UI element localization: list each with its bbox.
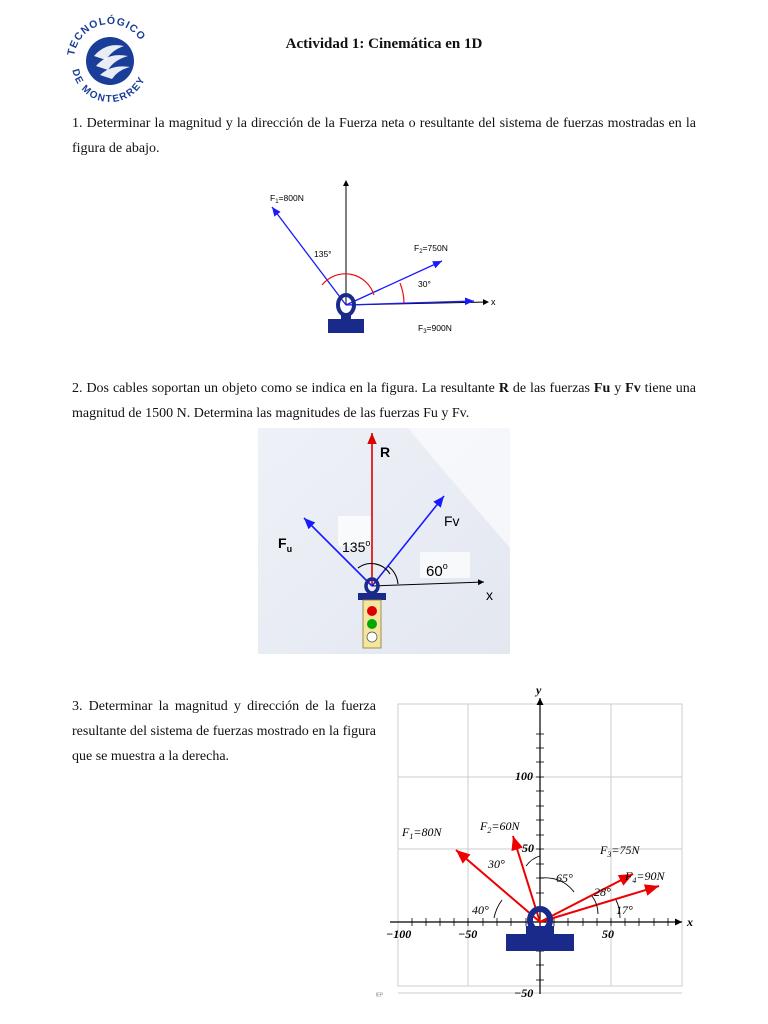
angle-30-label: 30° — [418, 279, 431, 289]
problem1-text: 1. Determinar la magnitud y la dirección de la Fuerza neta o resultante del sistema de fuerzas mostradas en la figura de abajo. — [72, 116, 696, 156]
logo-bottom-text: DE MONTERREY — [69, 67, 149, 106]
f2-label: $F_2=60N$ — [480, 819, 520, 835]
angle-60-label: 60$^o$ — [426, 561, 448, 580]
problem3-figure — [376, 682, 696, 1002]
tick-100: 100 — [515, 769, 533, 783]
bold-fu: Fu — [593, 381, 611, 396]
x-axis-label: x — [486, 587, 493, 603]
angle-28-label: 28° — [594, 885, 611, 899]
f4-label: $F_4=90N$ — [625, 869, 665, 885]
corner-mark: ᴵᴱᴾ — [376, 993, 383, 1000]
angle-135-label: 135$^o$ — [342, 538, 371, 555]
x-axis-label: x — [687, 915, 693, 929]
angle-30-label: 30° — [488, 857, 505, 871]
fv-label: Fv — [444, 513, 460, 529]
y-axis-label: y — [536, 683, 542, 697]
f1-label: $F_1=80N$ — [402, 825, 442, 841]
problem2-figure — [258, 428, 510, 654]
problem1-figure — [262, 165, 504, 345]
tick-neg100: −100 — [386, 927, 412, 941]
angle-30-arc — [400, 283, 404, 303]
logo-top-text: TECNOLÓGICO — [65, 14, 149, 57]
tick-neg50-x: −50 — [458, 927, 478, 941]
x-axis-label: x — [491, 297, 496, 307]
bold-r: R — [498, 381, 509, 396]
problem2-text: 2. Dos cables soportan un objeto como se indica en la figura. La resultante R de las fuerzas Fu y Fv tiene una magnitud de 1500 N. Determina las magnitudes de las fuerzas Fu y Fv. — [72, 381, 697, 421]
problem3-text: 3. Determinar la magnitud y dirección de la fuerza resultante del sistema de fuerzas mostrado en la figura que se muestra a la derecha. — [72, 699, 376, 764]
angle-40-label: 40° — [472, 903, 489, 917]
f3-label: $F_3=900N$ — [418, 323, 452, 335]
angle-135-label: 135° — [314, 249, 332, 259]
r-label: R — [380, 444, 391, 460]
f1-vector — [272, 207, 346, 305]
page-title: Actividad 1: Cinemática en 1D — [285, 36, 483, 52]
f2-label: $F_2=750N$ — [414, 243, 448, 255]
bold-fv: Fv — [625, 381, 641, 396]
fu-label: $F_u$ — [278, 535, 293, 554]
angle-65-label: 65° — [556, 871, 573, 885]
tick-50-x: 50 — [602, 927, 614, 941]
tick-neg50-y: −50 — [514, 986, 534, 1000]
angle-17-label: 17° — [616, 903, 633, 917]
f3-label: $F_3=75N$ — [600, 843, 640, 859]
f1-label: $F_1=800N$ — [270, 193, 304, 205]
tick-50-y: 50 — [522, 841, 534, 855]
tecnologico-logo — [62, 12, 158, 108]
